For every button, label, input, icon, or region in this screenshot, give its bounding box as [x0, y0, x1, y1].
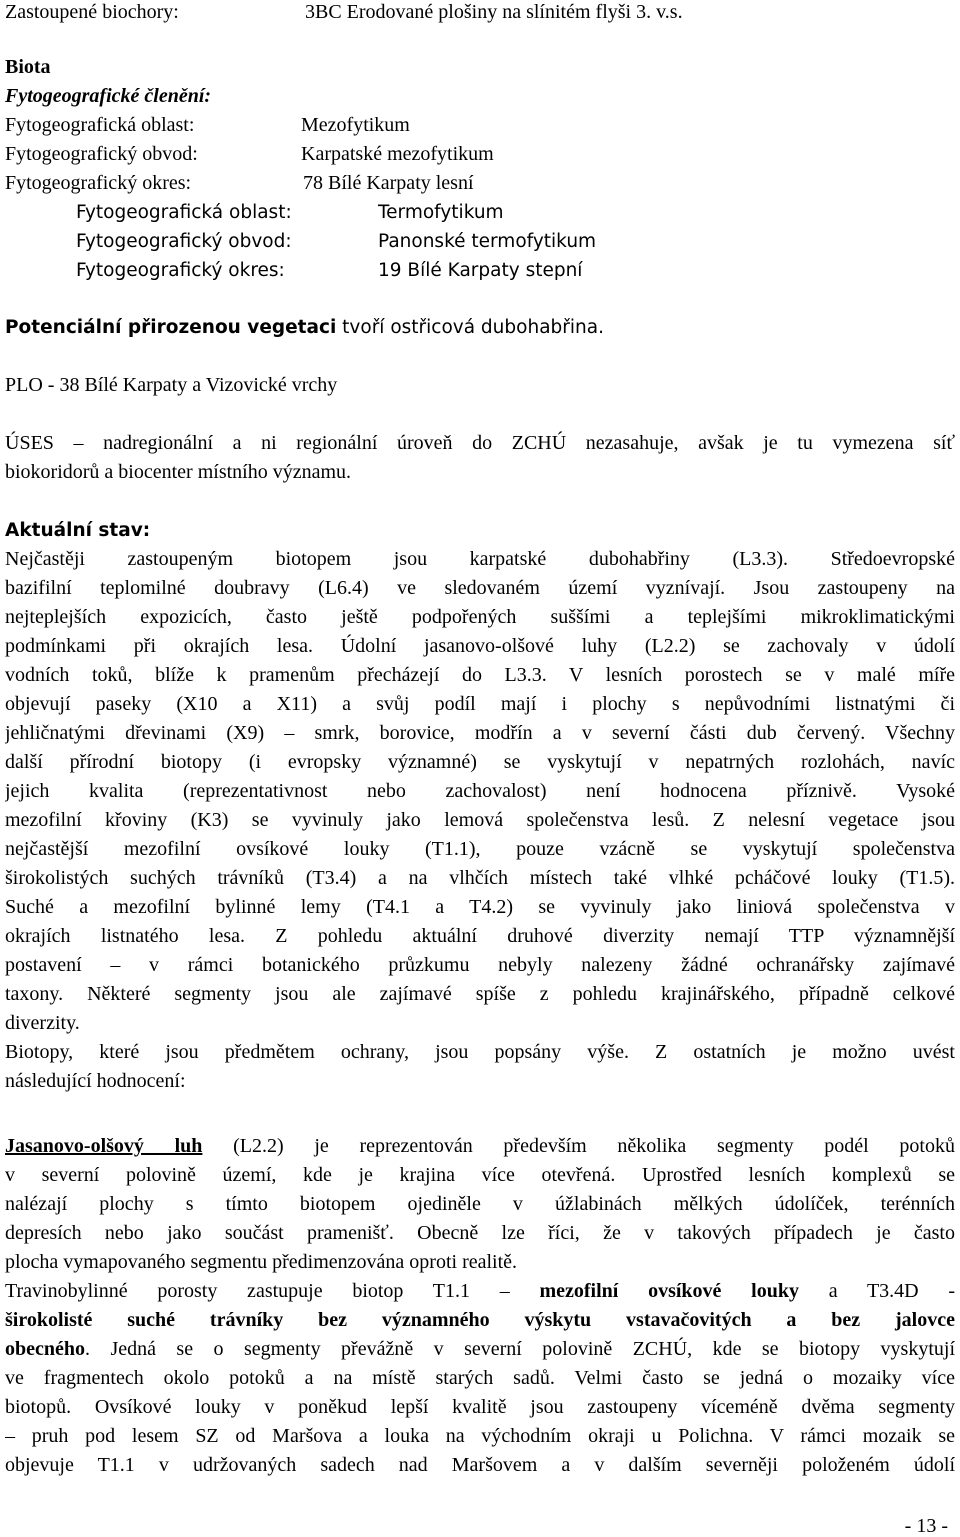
phytogeo-row: [5, 169, 905, 198]
paragraph-line: – pruh pod lesem SZ od Maršova a louka na východním okraji u Polichna. V rámci mozaik se: [5, 1425, 955, 1447]
paragraph-line: plocha vymapovaného segmentu předimenzována oproti realitě.: [5, 1251, 518, 1273]
paragraph-line: objevují paseky (X10 a X11) a svůj podíl mají i plochy s nepůvodními listnatými či: [5, 693, 955, 715]
travino-text: a T3.4D -: [798, 1280, 955, 1302]
current-state-heading: Aktuální stav:: [5, 520, 151, 541]
paragraph-line: Biotopy, které jsou předmětem ochrany, jsou popsány výše. Z ostatních je možno uvést: [5, 1041, 955, 1063]
travino-term: mezofilní ovsíkové louky: [539, 1280, 799, 1302]
phytogeo-row-label: Fytogeografický okres:: [5, 172, 192, 194]
travino-text: . Jedná se o segmenty převážně v severní polovině ZCHÚ, kde se biotopy vyskytují: [85, 1338, 955, 1360]
paragraph-line: objevuje T1.1 v udržovaných sadech nad Maršovem a v dalším severněji položeném údolí: [5, 1454, 955, 1476]
plo-line: PLO - 38 Bílé Karpaty a Vizovické vrchy: [5, 374, 338, 396]
jasan-term: Jasanovo-olšový luh: [5, 1135, 203, 1157]
phytogeo-row: [5, 140, 905, 169]
uses-line: ÚSES – nadregionální a ni regionální úroveň do ZCHÚ nezasahuje, avšak je tu vymezena síť: [5, 432, 955, 454]
phytogeo-row: [76, 227, 936, 256]
travino-bold-line: širokolisté suché trávníky bez významného výskytu vstavačovitých a bez jalovce: [5, 1309, 955, 1331]
phytogeo-row-label: Fytogeografická oblast:: [76, 202, 292, 223]
phytogeo-subheading: Fytogeografické členění:: [5, 85, 212, 107]
paragraph-line: diverzity.: [5, 1012, 80, 1034]
phytogeo-row: [5, 111, 905, 140]
travino-third-line: [5, 1335, 955, 1364]
phytogeo-row-label: Fytogeografický okres:: [76, 260, 285, 281]
paragraph-line: jejich kvalita (reprezentativnost nebo zachovalost) není hodnocena příznivě. Vysoké: [5, 780, 955, 802]
paragraph-line: Nejčastěji zastoupeným biotopem jsou karpatské dubohabřiny (L3.3). Středoevropské: [5, 548, 955, 570]
paragraph-line: v severní polovině území, kde je krajina více otevřená. Uprostřed lesních komplexů se: [5, 1164, 955, 1186]
page-number: - 13 -: [904, 1515, 948, 1537]
paragraph-line: jehličnatými dřevinami (X9) – smrk, borovice, modřín a v severní části dub červený. Všechny: [5, 722, 955, 744]
potential-vegetation: [5, 313, 604, 342]
paragraph-line: širokolistých suchých trávníků (T3.4) a na vlhčích místech také vlhké pcháčové louky (T1.5).: [5, 867, 955, 889]
paragraph-line: Suché a mezofilní bylinné lemy (T4.1 a T4.2) se vyvinuly jako liniová společenstva v: [5, 896, 955, 918]
uses-line: biokoridorů a biocenter místního významu.: [5, 461, 352, 483]
potential-vegetation-term: Potenciální přirozenou vegetaci: [5, 317, 337, 338]
phytogeo-row-value: Termofytikum: [378, 202, 504, 223]
paragraph-line: taxony. Některé segmenty jsou ale zajímavé spíše z pohledu krajinářského, případně celkové: [5, 983, 955, 1005]
phytogeo-row-label: Fytogeografická oblast:: [5, 114, 195, 136]
paragraph-line: postavení – v rámci botanického průzkumu nebyly nalezeny žádné ochranářsky zajímavé: [5, 954, 955, 976]
phytogeo-row-value: 19 Bílé Karpaty stepní: [378, 260, 583, 281]
biochory-label: Zastoupené biochory:: [5, 1, 179, 23]
biota-heading: Biota: [5, 56, 51, 78]
paragraph-line: okrajích listnatého lesa. Z pohledu aktuální druhové diverzity nemají TTP významnější: [5, 925, 955, 947]
paragraph-line: vodních toků, blíže k pramenům přecházejí do L3.3. V lesních porostech se v malé míře: [5, 664, 955, 686]
paragraph-line: bazifilní teplomilné doubravy (L6.4) ve sledovaném území vyznívají. Jsou zastoupeny na: [5, 577, 955, 599]
paragraph-line: podmínkami při okrajích lesa. Údolní jasanovo-olšové luhy (L2.2) se zachovaly v údolí: [5, 635, 955, 657]
phytogeo-row: [76, 198, 936, 227]
paragraph-line: nalézají plochy s tímto biotopem ojediněle v úžlabinách mělkých údolíček, terénních: [5, 1193, 955, 1215]
phytogeo-row-value: Karpatské mezofytikum: [301, 143, 494, 165]
biochory-value: 3BC Erodované plošiny na slínitém flyši 3. v.s.: [305, 1, 683, 23]
biochory-line: [5, 0, 683, 27]
travino-text: Travinobylinné porosty zastupuje biotop T1.1 –: [5, 1280, 540, 1302]
phytogeo-row: [76, 256, 936, 285]
paragraph-line: ve fragmentech okolo potoků a na místě starých sadů. Velmi často se jedná o mozaiky více: [5, 1367, 955, 1389]
phytogeo-row-value: 78 Bílé Karpaty lesní: [303, 172, 474, 194]
jasan-first-text: (L2.2) je reprezentován především několika segmenty podél potoků: [202, 1135, 955, 1157]
paragraph-line: biotopů. Ovsíkové louky v poněkud lepší kvalitě jsou zastoupeny víceméně dvěma segmenty: [5, 1396, 955, 1418]
paragraph-line: mezofilní křoviny (K3) se vyvinuly jako lemová společenstva lesů. Z nelesní vegetace jsou: [5, 809, 955, 831]
jasan-first-line: [5, 1132, 955, 1161]
potential-vegetation-text: tvoří ostřicová dubohabřina.: [336, 317, 604, 338]
phytogeo-row-value: Mezofytikum: [301, 114, 410, 136]
travino-first-line: [5, 1277, 955, 1306]
paragraph-line: nejčastější mezofilní ovsíkové louky (T1.1), pouze vzácně se vyskytují společenstva: [5, 838, 955, 860]
paragraph-line: depresích nebo jako součást pramenišť. Obecně lze říci, že v takových případech je často: [5, 1222, 955, 1244]
paragraph-line: následující hodnocení:: [5, 1070, 186, 1092]
paragraph-line: nejteplejších expozicích, často ještě podpořených suššími a teplejšími mikroklimatickými: [5, 606, 955, 628]
travino-term: obecného: [5, 1338, 85, 1360]
phytogeo-row-label: Fytogeografický obvod:: [5, 143, 198, 165]
paragraph-line: další přírodní biotopy (i evropsky významné) se vyskytují v nepatrných rozlohách, navíc: [5, 751, 955, 773]
phytogeo-row-label: Fytogeografický obvod:: [76, 231, 292, 252]
phytogeo-row-value: Panonské termofytikum: [378, 231, 597, 252]
